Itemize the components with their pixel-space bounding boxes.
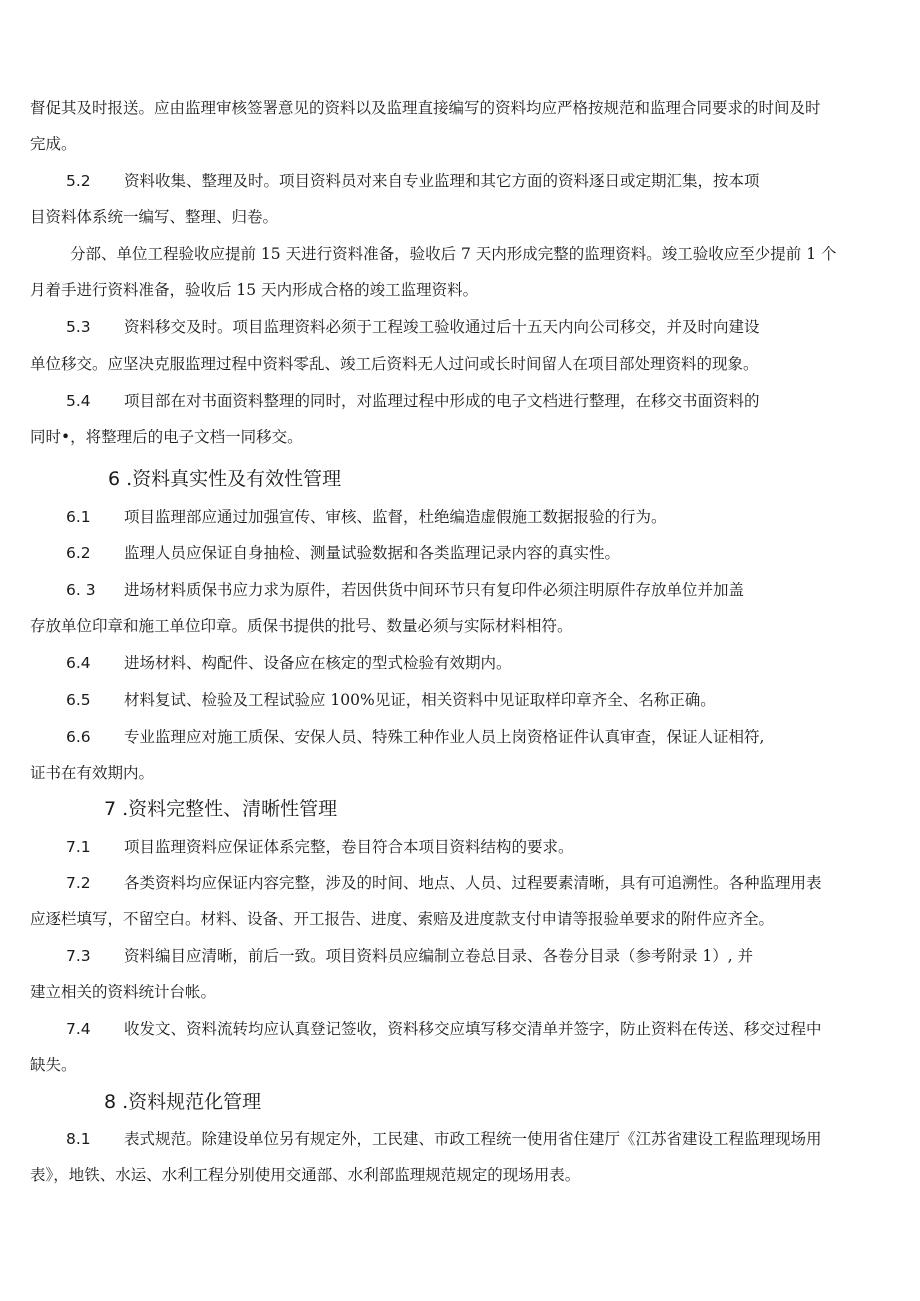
clause-number-6-3: 6. 3 — [66, 581, 96, 599]
clause-8-1-line-1: 表式规范。除建设单位另有规定外，工民建、市政工程统一使用省住建厅《江苏省建设工程监理现场用 — [124, 1130, 822, 1148]
clause-number-5-3: 5.3 — [66, 318, 91, 336]
clause-6-3-line-1: 进场材料质保书应力求为原件，若因供货中间环节只有复印件必须注明原件存放单位并加盖 — [124, 581, 745, 599]
clause-7-4-line-2: 缺失。 — [30, 1056, 77, 1074]
section-number-7: 7 — [104, 798, 117, 820]
clause-5-4-line-1: 项目部在对书面资料整理的同时，对监理过程中形成的电子文档进行整理，在移交书面资料的 — [124, 392, 760, 410]
section-title-7: .资料完整性、清晰性管理 — [122, 798, 338, 820]
clause-6-5-line-1: 材料复试、检验及工程试验应 100%见证，相关资料中见证取样印章齐全、名称正确。 — [124, 691, 716, 709]
clause-6-6-line-2: 证书在有效期内。 — [30, 764, 155, 782]
clause-6-6-line-1: 专业监理应对施工质保、安保人员、特殊工种作业人员上岗资格证件认真审查，保证人证相符, — [124, 728, 765, 746]
clause-6-3-line-2: 存放单位印章和施工单位印章。质保书提供的批号、数量必须与实际材料相符。 — [30, 617, 573, 635]
section-heading-6 — [108, 466, 341, 492]
section-title-6: .资料真实性及有效性管理 — [126, 468, 342, 490]
clause-number-6-5: 6.5 — [66, 691, 91, 709]
clause-number-6-4: 6.4 — [66, 654, 91, 672]
clause-7-3-line-1: 资料编目应清晰，前后一致。项目资料员应编制立卷总目录、各卷分目录（参考附录 1）, 并 — [124, 947, 754, 965]
intro-line-1: 督促其及时报送。应由监理审核签署意见的资料以及监理直接编写的资料均应严格按规范和监理合同要求的时间及时 — [30, 99, 821, 117]
clause-7-1-line-1: 项目监理资料应保证体系完整，卷目符合本项目资料结构的要求。 — [124, 838, 574, 856]
acceptance-para-line-1: 分部、单位工程验收应提前 15 天进行资料准备，验收后 7 天内形成完整的监理资料。竣工验收应至少提前 1 个 — [70, 245, 837, 263]
clause-number-5-4: 5.4 — [66, 392, 91, 410]
section-title-8: .资料规范化管理 — [122, 1091, 262, 1113]
clause-number-6-6: 6.6 — [66, 728, 91, 746]
section-heading-8 — [104, 1089, 261, 1115]
clause-7-4-line-1: 收发文、资料流转均应认真登记签收，资料移交应填写移交清单并签字，防止资料在传送、移交过程中 — [124, 1020, 822, 1038]
intro-line-2: 完成。 — [30, 135, 77, 153]
section-number-8: 8 — [104, 1091, 117, 1113]
clause-5-4-line-2: 同时•，将整理后的电子文档一同移交。 — [30, 428, 303, 446]
clause-6-2-line-1: 监理人员应保证自身抽检、测量试验数据和各类监理记录内容的真实性。 — [124, 544, 621, 562]
clause-5-3-line-1: 资料移交及时。项目监理资料必须于工程竣工验收通过后十五天内向公司移交，并及时向建设 — [124, 318, 760, 336]
clause-7-3-line-2: 建立相关的资料统计台帐。 — [30, 983, 217, 1001]
clause-number-5-2: 5.2 — [66, 172, 91, 190]
clause-number-6-1: 6.1 — [66, 508, 91, 526]
clause-number-6-2: 6.2 — [66, 544, 91, 562]
acceptance-para-line-2: 月着手进行资料准备，验收后 15 天内形成合格的竣工监理资料。 — [30, 281, 479, 299]
clause-6-4-line-1: 进场材料、构配件、设备应在核定的型式检验有效期内。 — [124, 654, 512, 672]
section-heading-7 — [104, 796, 337, 822]
clause-5-2-line-1: 资料收集、整理及时。项目资料员对来自专业监理和其它方面的资料逐日或定期汇集，按本项 — [124, 172, 760, 190]
clause-number-7-1: 7.1 — [66, 838, 91, 856]
clause-8-1-line-2: 表》，地铁、水运、水利工程分别使用交通部、水利部监理规范规定的现场用表。 — [30, 1166, 581, 1184]
clause-number-8-1: 8.1 — [66, 1130, 91, 1148]
clause-5-2-line-2: 目资料体系统一编写、整理、归卷。 — [30, 208, 279, 226]
clause-number-7-2: 7.2 — [66, 874, 91, 892]
clause-number-7-4: 7.4 — [66, 1020, 91, 1038]
clause-5-3-line-2: 单位移交。应坚决克服监理过程中资料零乱、竣工后资料无人过问或长时间留人在项目部处理资料的现象。 — [30, 355, 759, 373]
section-number-6: 6 — [108, 468, 121, 490]
clause-6-1-line-1: 项目监理部应通过加强宣传、审核、监督，杜绝编造虚假施工数据报验的行为。 — [124, 508, 667, 526]
clause-7-2-line-1: 各类资料均应保证内容完整，涉及的时间、地点、人员、过程要素清晰，具有可追溯性。各种监理用表 — [124, 874, 822, 892]
clause-7-2-line-2: 应逐栏填写，不留空白。材料、设备、开工报告、进度、索赔及进度款支付申请等报验单要求的附件应齐全。 — [30, 910, 775, 928]
clause-number-7-3: 7.3 — [66, 947, 91, 965]
